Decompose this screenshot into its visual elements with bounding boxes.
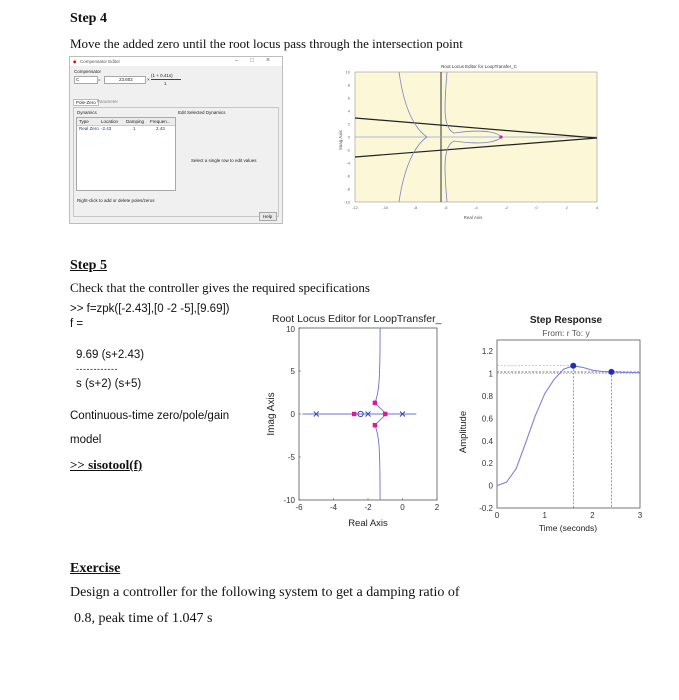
s4-ytick-label: 10 (345, 69, 350, 75)
table-header-damping: Damping (126, 119, 145, 124)
rl5-xtick-label: -4 (329, 503, 338, 512)
f-equals: f = (70, 318, 84, 330)
tf-fraction-bar: ------------ (76, 364, 118, 374)
sr-plot-area (497, 340, 640, 508)
sr-xtick-label: 0 (494, 511, 500, 520)
cell-damping: 1 (133, 126, 136, 131)
denominator: 1 (164, 81, 167, 86)
step-response-svg (458, 310, 649, 534)
compensator-select-value: C (76, 77, 80, 82)
window-title: Compensator Editor (80, 59, 121, 64)
gain-field[interactable] (104, 76, 146, 84)
s4-ytick-label: 6 (347, 95, 350, 101)
step4-root-locus-figure (319, 58, 606, 222)
help-button-label: Help (263, 214, 273, 219)
tab-pole-zero[interactable]: Pole-Zero (73, 99, 99, 106)
right-click-hint: Right-click to add or delete poles/zeros (77, 198, 155, 203)
table-header-type: Type (79, 119, 89, 124)
command-sisotool: >> sisotool(f) (70, 457, 143, 472)
sr-xtick-label: 3 (637, 511, 643, 520)
table-header (77, 118, 175, 126)
sr-xtick-label: 2 (590, 511, 595, 520)
s4-ytick-label: -2 (346, 147, 350, 153)
gain-field-value: 23.602 (119, 77, 133, 82)
s4-xtick-label: -2 (504, 205, 509, 210)
matlab-icon: ◆ (73, 59, 77, 64)
compensator-section-label: Compensator (74, 69, 102, 74)
sr-ytick-label: 1 (488, 369, 493, 379)
help-button[interactable] (259, 212, 277, 221)
exercise-line2: 0.8, peak time of 1.047 s (74, 611, 213, 626)
step4-locus-title: Root Locus Editor for LoopTransfer_C (441, 64, 517, 69)
sr-xlabel: Time (seconds) (538, 523, 598, 533)
model-type-line2: model (70, 434, 102, 446)
step4-xlabel: Real Axis (463, 215, 483, 220)
s4-xtick-label: -4 (474, 205, 478, 210)
sr-ytick-label: 0.4 (481, 436, 493, 446)
edit-selected-label: Edit Selected Dynamics (178, 110, 226, 115)
sr-settling-marker[interactable] (608, 369, 614, 375)
command-zpk: >> f=zpk([-2.43],[0 -2 -5],[9.69]) (70, 303, 230, 315)
s4-ytick-label: -8 (346, 186, 350, 192)
rl5-ylabel: Imag Axis (266, 392, 277, 436)
sr-xtick-label: 1 (542, 511, 547, 520)
step4-root-locus-svg (319, 58, 606, 222)
step4-closed-loop-pole[interactable] (499, 135, 502, 138)
minimize-button[interactable]: – (235, 58, 239, 64)
tab-parameter[interactable]: Parameter (97, 99, 119, 104)
s4-ytick-label: 2 (347, 121, 350, 127)
title-bar (70, 57, 282, 66)
times-sign: × (147, 77, 150, 82)
s4-xtick-label: -8 (413, 205, 418, 210)
rl5-closed-loop-pole[interactable] (352, 412, 356, 416)
rl5-ytick-label: -10 (283, 496, 295, 505)
rl5-ytick-label: -5 (287, 453, 295, 462)
sr-ytick-label: 0 (488, 481, 493, 491)
rl5-xtick-label: 0 (400, 503, 405, 512)
sr-ytick-label: -0.2 (479, 504, 493, 513)
table-header-frequency: Frequen... (150, 119, 171, 124)
s4-xtick-label: -12 (352, 205, 358, 210)
numerator: (1 + 0.41s) (151, 73, 173, 78)
tf-numerator: 9.69 (s+2.43) (76, 349, 145, 361)
s4-xtick-label: 0 (535, 205, 538, 210)
table-header-location: Location (101, 119, 119, 124)
table-row[interactable] (77, 126, 175, 133)
step5-root-locus-figure (262, 310, 480, 532)
rl5-closed-loop-pole[interactable] (373, 423, 377, 427)
rl5-closed-loop-pole[interactable] (383, 412, 387, 416)
sr-ytick-label: 1.2 (481, 347, 493, 357)
s4-ytick-label: -6 (346, 173, 350, 179)
sr-peak-marker[interactable] (570, 363, 576, 369)
close-button[interactable]: × (266, 57, 271, 64)
rl5-closed-loop-pole[interactable] (373, 401, 377, 405)
exercise-title: Exercise (70, 561, 121, 576)
rl5-xtick-label: 2 (434, 503, 440, 512)
s4-xtick-label: -10 (382, 205, 389, 210)
sr-subtitle: From: r To: y (542, 328, 590, 338)
step4-y-ticks (344, 70, 351, 205)
rl5-title: Root Locus Editor for LoopTransfer_ (272, 313, 442, 325)
cell-type: Real Zero (79, 126, 99, 131)
maximize-button[interactable]: □ (250, 58, 254, 64)
sr-title: Step Response (529, 315, 603, 326)
sr-ytick-label: 0.8 (481, 392, 493, 401)
step4-instruction: Move the added zero until the root locus pass through the intersection point (70, 36, 463, 51)
s4-xtick-label: 4 (595, 205, 599, 210)
rl5-ytick-label: 5 (290, 367, 295, 376)
model-type-line1: Continuous-time zero/pole/gain (70, 410, 230, 422)
dynamics-table (76, 117, 176, 191)
sr-ytick-label: 0.6 (481, 414, 493, 424)
s4-ytick-label: 0 (347, 134, 350, 140)
s4-ytick-label: -10 (344, 199, 350, 205)
rl5-xlabel: Real Axis (348, 518, 388, 529)
compensator-editor-window (69, 56, 283, 224)
rl5-xtick-label: -2 (364, 503, 372, 512)
step4-ylabel: Imag Axis (338, 130, 343, 150)
s4-xtick-label: -6 (443, 205, 448, 210)
step5-root-locus-svg (262, 310, 480, 532)
step5-title: Step 5 (70, 258, 107, 273)
step4-title: Step 4 (70, 11, 107, 26)
fraction-bar (151, 79, 181, 80)
step-response-figure (458, 310, 649, 534)
step5-instruction: Check that the controller gives the required specifications (70, 280, 370, 295)
equals-sign: = (98, 77, 101, 82)
tf-denominator: s (s+2) (s+5) (76, 378, 142, 390)
select-row-hint: Select a single row to edit values (191, 158, 257, 163)
s4-ytick-label: 8 (347, 82, 350, 88)
rl5-ytick-label: 0 (290, 410, 295, 419)
rl5-xtick-label: -6 (295, 503, 303, 512)
dynamics-label: Dynamics (77, 110, 97, 115)
s4-ytick-label: 4 (347, 108, 350, 114)
step4-x-ticks (352, 205, 599, 210)
sr-ytick-label: 0.2 (481, 459, 493, 469)
s4-xtick-label: 2 (565, 205, 568, 210)
exercise-line1: Design a controller for the following system to get a damping ratio of (70, 585, 460, 600)
cell-location: -2.43 (101, 126, 112, 131)
rl5-ytick-label: 10 (286, 325, 295, 334)
sr-ylabel: Amplitude (458, 410, 469, 454)
s4-ytick-label: -4 (346, 160, 350, 166)
cell-frequency: 2.43 (156, 126, 165, 131)
compensator-select[interactable] (74, 76, 98, 84)
